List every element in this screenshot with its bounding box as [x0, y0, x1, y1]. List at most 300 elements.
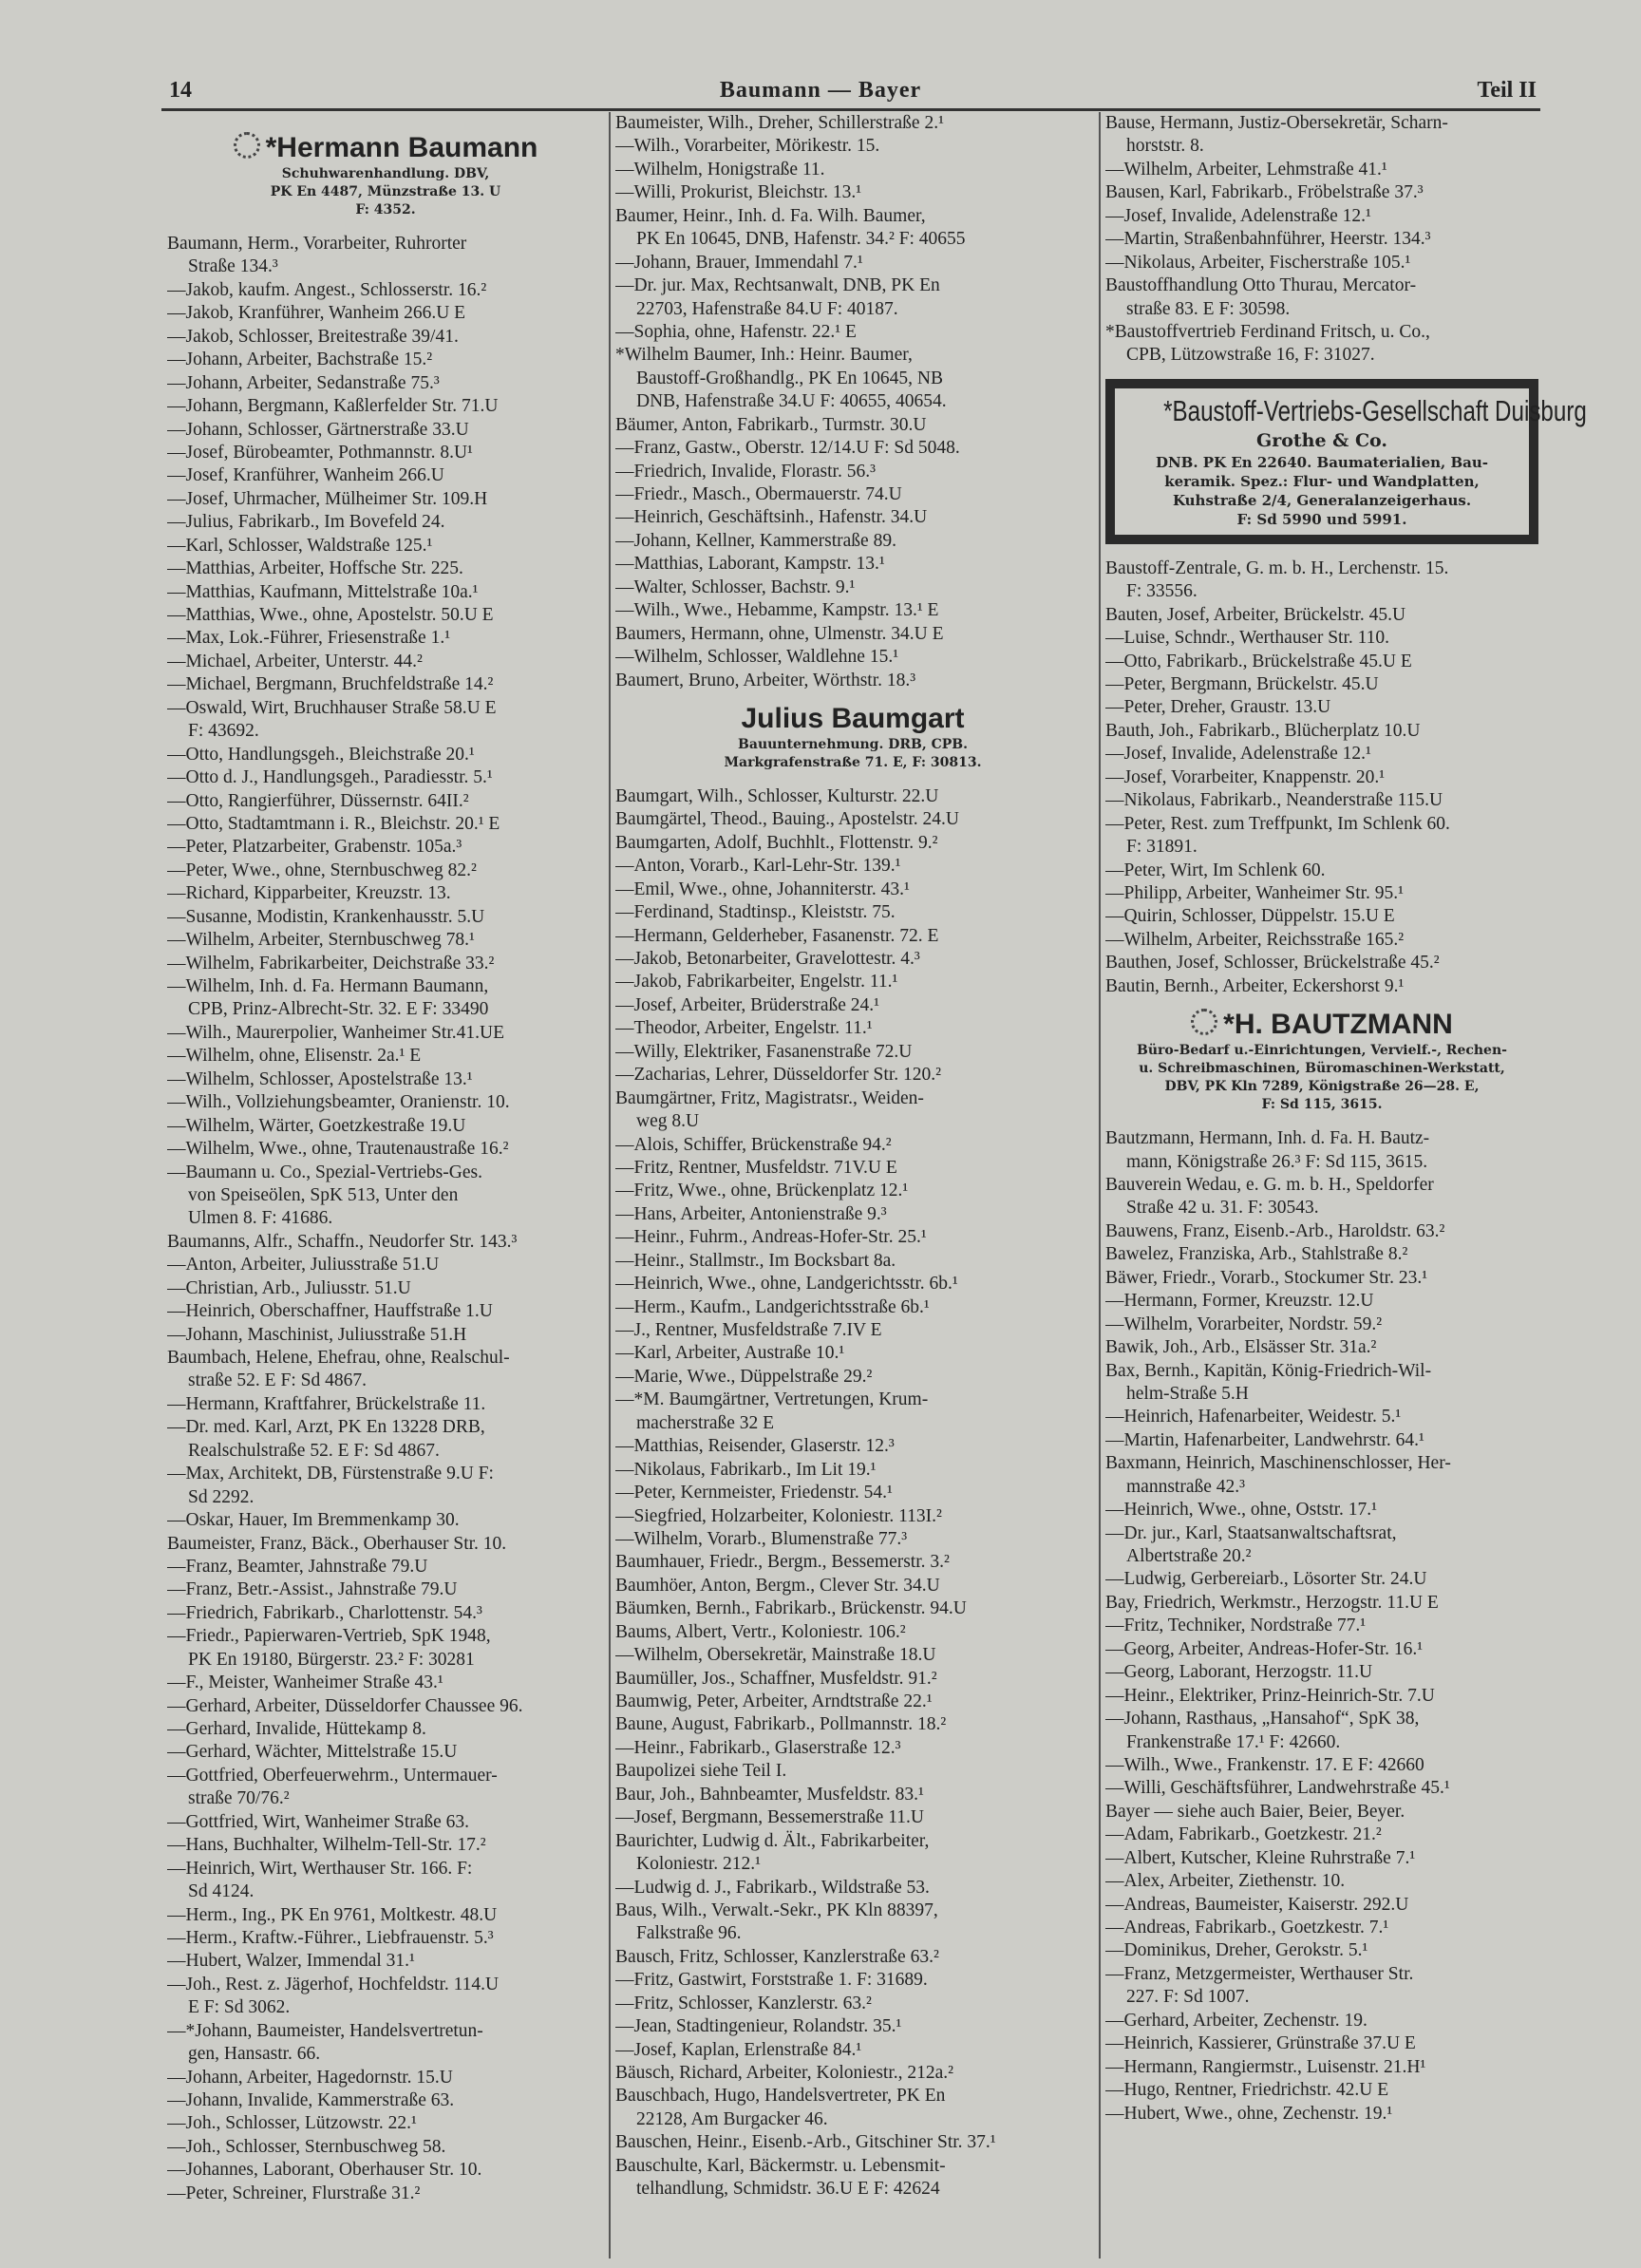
entry-line: —Peter, Schreiner, Flurstraße 31.²	[167, 2183, 421, 2203]
directory-entry	[1105, 975, 1538, 998]
directory-entry	[1105, 112, 1538, 159]
entry-line: —Johann, Brauer, Immendahl 7.¹	[615, 252, 863, 273]
directory-entry	[615, 1226, 1090, 1249]
directory-entry	[1105, 181, 1538, 204]
header-rule	[161, 108, 1540, 111]
advertisement-name: Julius Baumgart	[741, 702, 965, 734]
entry-line: Baums, Albert, Vertr., Koloniestr. 106.²	[615, 1621, 906, 1642]
directory-entry	[615, 1806, 1090, 1829]
directory-entry	[615, 1087, 1090, 1134]
directory-entry	[1105, 205, 1538, 228]
advertisement-name: *Baustoff-Vertriebs-Gesellschaft Duisburg	[1163, 393, 1587, 427]
advertisement-line: Grothe & Co.	[1255, 429, 1388, 451]
entry-line: —Josef, Invalide, Adelenstraße 12.¹	[1105, 205, 1371, 226]
directory-entry	[615, 159, 1090, 181]
directory-entry	[167, 1231, 604, 1254]
advertisement-line: u. Schreibmaschinen, Büromaschinen-Werkstatt,	[1139, 1061, 1505, 1077]
directory-entry	[615, 205, 1090, 252]
entry-line: Bay, Friedrich, Werkmstr., Herzogstr. 11.U E	[1105, 1592, 1439, 1613]
entry-line: Baumbach, Helene, Ehefrau, ohne, Realschul-	[167, 1348, 510, 1368]
entry-line: —Franz, Metzgermeister, Werthauser Str.	[1105, 1963, 1414, 1984]
entry-line: —Josef, Vorarbeiter, Knappenstr. 20.¹	[1105, 766, 1386, 787]
entry-line: —Jakob, Betonarbeiter, Gravelottestr. 4.³	[615, 949, 920, 969]
entry-line: —Matthias, Kaufmann, Mittelstraße 10a.¹	[167, 581, 479, 602]
entry-line: —Gerhard, Wächter, Mittelstraße 15.U	[167, 1742, 458, 1763]
directory-entry	[615, 252, 1090, 274]
entry-line: —Josef, Arbeiter, Brüderstraße 24.¹	[615, 994, 879, 1015]
directory-entry	[167, 860, 604, 882]
entry-line: *Wilhelm Baumer, Inh.: Heinr. Baumer,	[615, 345, 913, 366]
directory-entry	[1105, 952, 1538, 974]
directory-entry	[1105, 1220, 1538, 1243]
directory-entry	[167, 836, 604, 859]
directory-entry	[167, 1509, 604, 1532]
directory-entry	[167, 1138, 604, 1161]
entry-line: E F: Sd 3062.	[188, 1997, 291, 2018]
directory-entry	[615, 437, 1090, 460]
directory-entry	[167, 1300, 604, 1323]
entry-line: —Jakob, Kranführer, Wanheim 266.U E	[167, 303, 466, 324]
directory-entry	[167, 349, 604, 371]
directory-entry	[167, 882, 604, 905]
entry-line: —Alex, Arbeiter, Ziethenstr. 10.	[1105, 1871, 1346, 1892]
directory-entry	[167, 2112, 604, 2135]
advertisement-name: *H. BAUTZMANN	[1223, 1009, 1453, 1041]
entry-line: —Wilhelm, ohne, Elisenstr. 2a.¹ E	[167, 1046, 422, 1067]
entry-line: —Walter, Schlosser, Bachstr. 9.¹	[615, 576, 856, 597]
entry-line: —Wilhelm, Arbeiter, Sternbuschweg 78.¹	[167, 930, 475, 951]
column-right	[1105, 112, 1587, 2126]
directory-entry	[1105, 1429, 1538, 1452]
directory-entry	[1105, 1894, 1538, 1917]
directory-entry	[615, 344, 1090, 413]
directory-entry	[1105, 860, 1538, 882]
advertisement-title	[1163, 393, 1587, 428]
entry-line: —Siegfried, Holzarbeiter, Koloniestr. 113I.²	[615, 1505, 942, 1526]
directory-entry	[615, 2085, 1090, 2131]
directory-entry	[615, 181, 1090, 204]
directory-entry	[615, 1946, 1090, 1969]
directory-entry	[167, 975, 604, 1022]
entry-line: —Anton, Vorarb., Karl-Lehr-Str. 139.¹	[615, 856, 901, 877]
directory-entry	[1105, 720, 1538, 743]
entry-line: —Johann, Bergmann, Kaßlerfelder Str. 71.U	[167, 396, 499, 417]
directory-entry	[615, 2015, 1090, 2038]
directory-entry	[615, 1668, 1090, 1691]
entry-line: macherstraße 32 E	[636, 1412, 775, 1433]
entry-line: —Gerhard, Invalide, Hüttekamp 8.	[167, 1719, 426, 1739]
directory-entry	[167, 1578, 604, 1601]
entry-line: —Friedr., Masch., Obermauerstr. 74.U	[615, 484, 902, 504]
entry-line: —Friedrich, Invalide, Florastr. 56.³	[615, 461, 876, 482]
directory-entry	[1105, 2079, 1538, 2102]
entry-line: —Josef, Kaplan, Erlenstraße 84.¹	[615, 2039, 862, 2060]
directory-entry	[1105, 1939, 1538, 1962]
entry-line: —Matthias, Wwe., ohne, Apostelstr. 50.U E	[167, 605, 494, 625]
directory-entry	[167, 372, 604, 395]
entry-line: Bauth, Joh., Fabrikarb., Blücherplatz 10.U	[1105, 720, 1421, 741]
entry-line: —Heinrich, Oberschaffner, Hauffstraße 1.U	[167, 1301, 493, 1322]
entry-line: —Ludwig, Gerbereiarb., Lösorter Str. 24.U	[1105, 1569, 1427, 1590]
column-left	[167, 122, 604, 2205]
directory-entry	[615, 2155, 1090, 2202]
entry-line: —Otto, Stadtamtmann i. R., Bleichstr. 20.¹ E	[167, 813, 500, 834]
directory-entry	[1105, 766, 1538, 789]
entry-line: —Martin, Hafenarbeiter, Landwehrstr. 64.¹	[1105, 1429, 1424, 1450]
wreath-logo-icon	[234, 132, 260, 159]
entry-line: —Wilh., Vollziehungsbeamter, Oranienstr. 10.	[167, 1092, 510, 1113]
entry-line: —Jakob, kaufm. Angest., Schlosserstr. 16.²	[167, 279, 487, 300]
directory-entry	[1105, 2032, 1538, 2055]
directory-entry	[167, 627, 604, 650]
directory-entry	[615, 971, 1090, 993]
directory-entry	[1105, 1267, 1538, 1290]
directory-entry	[615, 2039, 1090, 2062]
entry-line: —Karl, Schlosser, Waldstraße 125.¹	[167, 535, 433, 556]
directory-entry	[167, 1162, 604, 1231]
advertisement-line: Bauunternehmung. DRB, CPB.	[738, 736, 968, 752]
entry-line: —Peter, Wwe., ohne, Sternbuschweg 82.²	[167, 860, 477, 880]
directory-entry	[1105, 1870, 1538, 1893]
directory-entry	[167, 1625, 604, 1672]
directory-entry	[167, 697, 604, 744]
directory-entry	[1105, 558, 1538, 604]
entry-line: —Max, Lok.-Führer, Friesenstraße 1.¹	[167, 628, 451, 649]
directory-entry	[167, 558, 604, 580]
directory-entry	[1105, 627, 1538, 650]
entry-line: —Josef, Uhrmacher, Mülheimer Str. 109.H	[167, 488, 488, 509]
entry-line: Bayer — siehe auch Baier, Beier, Beyer.	[1105, 1801, 1405, 1822]
directory-entry	[1105, 1290, 1538, 1313]
entry-line: Bawik, Joh., Arb., Elsässer Str. 31a.²	[1105, 1337, 1377, 1358]
directory-entry	[1105, 2103, 1538, 2126]
entry-line: —Willy, Elektriker, Fasanenstraße 72.U	[615, 1041, 913, 1062]
entry-line: Bauschulte, Karl, Bäckermstr. u. Lebensmit-	[615, 2155, 946, 2176]
entry-line: PK En 19180, Bürgerstr. 23.² F: 30281	[188, 1649, 475, 1670]
entry-line: CPB, Lützowstraße 16, F: 31027.	[1126, 345, 1375, 366]
entry-line: —Richard, Kipparbeiter, Kreuzstr. 13.	[167, 883, 451, 904]
entry-line: —Johannes, Laborant, Oberhauser Str. 10.	[167, 2160, 482, 2181]
entry-line: —Heinrich, Geschäftsinh., Hafenstr. 34.U	[615, 507, 928, 528]
entry-line: gen, Hansastr. 66.	[188, 2044, 321, 2065]
directory-entry	[1105, 1917, 1538, 1939]
entry-line: Bause, Hermann, Justiz-Obersekretär, Scharn-	[1105, 113, 1448, 133]
directory-entry	[615, 785, 1090, 808]
entry-line: Baumeister, Franz, Bäck., Oberhauser Str. 10.	[167, 1533, 507, 1554]
entry-line: —Hans, Buchhalter, Wilhelm-Tell-Str. 17.²	[167, 1835, 486, 1856]
entry-line: —Dr. jur., Karl, Staatsanwaltschaftsrat,	[1105, 1522, 1397, 1543]
directory-entry	[615, 646, 1090, 669]
entry-line: Bausen, Karl, Fabrikarb., Fröbelstraße 37.³	[1105, 182, 1424, 203]
directory-entry	[615, 506, 1090, 529]
entry-line: —Georg, Laborant, Herzogstr. 11.U	[1105, 1662, 1373, 1683]
directory-entry	[1105, 1592, 1538, 1615]
entry-line: —Friedr., Papierwaren-Vertrieb, SpK 1948,	[167, 1626, 491, 1647]
directory-entry	[615, 135, 1090, 158]
directory-entry	[167, 1927, 604, 1950]
entry-line: Straße 134.³	[188, 256, 278, 277]
directory-entry	[615, 553, 1090, 576]
entry-line: —Susanne, Modistin, Krankenhausstr. 5.U	[167, 906, 485, 927]
directory-entry	[615, 1575, 1090, 1597]
advertisement-line: Markgrafenstraße 71. E, F: 30813.	[724, 754, 982, 770]
directory-entry	[615, 808, 1090, 831]
entry-line: F: 31891.	[1126, 837, 1198, 858]
entry-line: —Johann, Arbeiter, Sedanstraße 75.³	[167, 372, 440, 393]
directory-entry	[1105, 743, 1538, 765]
directory-entry	[167, 1672, 604, 1694]
directory-entry	[1105, 1314, 1538, 1336]
entry-line: helm-Straße 5.H	[1126, 1383, 1249, 1404]
running-title: Baumann — Bayer	[719, 78, 922, 103]
wreath-logo-icon	[1191, 1009, 1217, 1035]
directory-entry	[1105, 813, 1538, 860]
entry-line: Baur, Joh., Bahnbeamter, Musfeldstr. 83.¹	[615, 1784, 924, 1805]
entry-line: —Alois, Schiffer, Brückenstraße 94.²	[615, 1134, 892, 1155]
directory-entry	[167, 395, 604, 418]
entry-line: —Peter, Rest. zum Treffpunkt, Im Schlenk 60.	[1105, 813, 1450, 834]
entry-line: Bäusch, Richard, Arbeiter, Koloniestr., 212a.²	[615, 2063, 953, 2083]
directory-entry	[615, 461, 1090, 483]
directory-entry	[615, 948, 1090, 971]
directory-entry	[615, 1459, 1090, 1482]
directory-entry	[1105, 1615, 1538, 1637]
entry-line: Baus, Wilh., Verwalt.-Sekr., PK Kln 88397,	[615, 1899, 938, 1920]
page-number: 14	[169, 78, 192, 103]
entry-line: —Herm., Kaufm., Landgerichtsstraße 6b.¹	[615, 1296, 930, 1317]
directory-entry	[167, 1741, 604, 1764]
entry-line: —Hubert, Walzer, Immendal 31.¹	[167, 1951, 415, 1972]
advertisement-line: F: 4352.	[355, 202, 416, 217]
directory-entry	[1105, 1360, 1538, 1407]
directory-entry	[1105, 274, 1538, 321]
entry-line: —Matthias, Laborant, Kampstr. 13.¹	[615, 554, 885, 575]
directory-entry	[1105, 1824, 1538, 1846]
directory-entry	[615, 1551, 1090, 1574]
entry-line: Bauthen, Josef, Schlosser, Brückelstraße 45.²	[1105, 953, 1440, 973]
entry-line: Bautzmann, Hermann, Inh. d. Fa. H. Bautz-	[1105, 1128, 1430, 1149]
directory-entry	[167, 1602, 604, 1625]
entry-line: Baumhauer, Friedr., Bergm., Bessemerstr. 3.²	[615, 1552, 950, 1573]
entry-line: —Oswald, Wirt, Bruchhauser Straße 58.U E	[167, 697, 497, 718]
advertisement-line: DBV, PK Kln 7289, Königstraße 26—28. E,	[1164, 1079, 1480, 1095]
entry-line: Baustoff-Großhandlg., PK En 10645, NB	[636, 368, 943, 388]
directory-entry	[167, 953, 604, 975]
directory-entry	[167, 2183, 604, 2205]
entry-line: Bäumer, Anton, Fabrikarb., Turmstr. 30.U	[615, 414, 927, 435]
entry-line: —Wilh., Vorarbeiter, Mörikestr. 15.	[615, 136, 880, 157]
entry-line: DNB, Hafenstraße 34.U F: 40655, 40654.	[636, 391, 947, 412]
entry-line: —Heinr., Fuhrm., Andreas-Hofer-Str. 25.¹	[615, 1227, 927, 1248]
entry-line: Bauschbach, Hugo, Handelsvertreter, PK En	[615, 2086, 946, 2107]
entry-line: telhandlung, Schmidstr. 36.U E F: 42624	[636, 2179, 940, 2200]
directory-entry	[615, 994, 1090, 1017]
directory-entry	[167, 929, 604, 952]
advertisement-line: Schuhwarenhandlung. DBV,	[281, 166, 490, 181]
entry-line: —Matthias, Arbeiter, Hoffsche Str. 225.	[167, 558, 463, 579]
entry-line: —Jakob, Fabrikarbeiter, Engelstr. 11.¹	[615, 972, 898, 992]
entry-line: —Joh., Schlosser, Lützowstr. 22.¹	[167, 2113, 417, 2134]
directory-entry	[167, 1393, 604, 1416]
entry-line: Baupolizei siehe Teil I.	[615, 1761, 787, 1782]
directory-entry	[615, 1389, 1090, 1435]
directory-entry	[167, 1022, 604, 1045]
entry-line: —Hermann, Kraftfahrer, Brückelstraße 11.	[167, 1393, 486, 1414]
directory-entry	[1105, 159, 1538, 181]
entry-line: Bäwer, Friedr., Vorarb., Stockumer Str. 23.¹	[1105, 1267, 1428, 1288]
directory-entry	[615, 670, 1090, 692]
entry-line: —Joh., Rest. z. Jägerhof, Hochfeldstr. 114.U	[167, 1974, 500, 1994]
entry-line: PK En 10645, DNB, Hafenstr. 34.² F: 40655	[636, 229, 966, 250]
entry-line: —*M. Baumgärtner, Vertretungen, Krum-	[615, 1389, 929, 1410]
directory-entry	[167, 766, 604, 789]
entry-line: —Oskar, Hauer, Im Bremmenkamp 30.	[167, 1510, 460, 1531]
directory-entry	[615, 414, 1090, 437]
entry-line: —Andreas, Fabrikarb., Goetzkestr. 7.¹	[1105, 1918, 1389, 1937]
entry-line: —Michael, Bergmann, Bruchfeldstraße 14.²	[167, 674, 494, 695]
directory-entry	[167, 604, 604, 627]
entry-line: —Johann, Rasthaus, „Hansahof“, SpK 38,	[1105, 1709, 1420, 1729]
entry-line: —Wilhelm, Obersekretär, Mainstraße 18.U	[615, 1645, 936, 1666]
directory-entry	[167, 1904, 604, 1927]
entry-line: von Speiseölen, SpK 513, Unter den	[188, 1184, 459, 1205]
entry-line: —Peter, Bergmann, Brückelstr. 45.U	[1105, 674, 1379, 694]
entry-line: —Willi, Prokurist, Bleichstr. 13.¹	[615, 182, 862, 203]
entry-line: Baustoffhandlung Otto Thurau, Mercator-	[1105, 275, 1417, 296]
entry-line: —Fritz, Gastwirt, Forststraße 1. F: 31689.	[615, 1970, 928, 1991]
directory-entry	[615, 2131, 1090, 2154]
directory-entry	[615, 1180, 1090, 1202]
entry-line: —Adam, Fabrikarb., Goetzkestr. 21.²	[1105, 1824, 1382, 1845]
directory-entry	[167, 813, 604, 836]
directory-entry	[615, 2062, 1090, 2085]
directory-entry	[167, 581, 604, 604]
directory-entry	[615, 1713, 1090, 1736]
entry-line: —Heinrich, Hafenarbeiter, Weidestr. 5.¹	[1105, 1407, 1402, 1427]
directory-entry	[615, 1528, 1090, 1551]
directory-entry	[615, 599, 1090, 622]
entry-line: —Joh., Schlosser, Sternbuschweg 58.	[167, 2136, 446, 2157]
entry-line: —Johann, Maschinist, Juliusstraße 51.H	[167, 1324, 467, 1345]
advertisement-line: Büro-Bedarf u.-Einrichtungen, Vervielf.-, Rechen-	[1137, 1043, 1507, 1059]
directory-entry	[615, 1134, 1090, 1157]
directory-entry	[615, 1830, 1090, 1877]
entry-line: —Gerhard, Arbeiter, Zechenstr. 19.	[1105, 2010, 1368, 2031]
entry-line: —Franz, Betr.-Assist., Jahnstraße 79.U	[167, 1579, 458, 1600]
column-divider	[609, 112, 611, 2259]
directory-entry	[1105, 1754, 1538, 1777]
directory-entry	[615, 483, 1090, 506]
entry-line: —Nikolaus, Fabrikarb., Neanderstraße 115.U	[1105, 790, 1443, 811]
directory-entry	[167, 1254, 604, 1276]
directory-entry	[615, 1366, 1090, 1389]
entry-line: Bauschen, Heinr., Eisenb.-Arb., Gitschiner Str. 37.¹	[615, 2132, 996, 2153]
entry-line: —Christian, Arb., Juliusstr. 51.U	[167, 1277, 411, 1298]
advertisement-line: DNB. PK En 22640. Baumaterialien, Bau-	[1155, 453, 1489, 471]
entry-line: —Michael, Arbeiter, Unterstr. 44.²	[167, 651, 423, 671]
directory-entry	[167, 1695, 604, 1718]
entry-line: —Max, Architekt, DB, Fürstenstraße 9.U F:	[167, 1464, 494, 1484]
entry-line: —Heinrich, Wirt, Werthauser Str. 166. F:	[167, 1858, 473, 1879]
entry-line: —Jakob, Schlosser, Breitestraße 39/41.	[167, 326, 459, 347]
entry-line: Baumhöer, Anton, Bergm., Clever Str. 34.U	[615, 1575, 940, 1596]
entry-line: —Otto, Rangierführer, Düssernstr. 64II.²	[167, 790, 469, 811]
advertisement-line: keramik. Spez.: Flur- und Wandplatten,	[1164, 472, 1480, 490]
entry-line: Sd 4124.	[188, 1881, 255, 1902]
directory-entry	[167, 1347, 604, 1393]
entry-line: —Quirin, Schlosser, Düppelstr. 15.U E	[1105, 906, 1395, 927]
entry-line: —Wilhelm, Vorarbeiter, Nordstr. 59.²	[1105, 1314, 1383, 1334]
directory-entry	[615, 1760, 1090, 1783]
entry-line: Baumer, Heinr., Inh. d. Fa. Wilh. Baumer,	[615, 205, 926, 226]
entry-line: —Peter, Dreher, Graustr. 13.U	[1105, 697, 1331, 718]
directory-entry	[615, 1644, 1090, 1667]
directory-entry	[167, 302, 604, 325]
entry-line: —Wilhelm, Wwe., ohne, Trautenaustraße 16.²	[167, 1139, 509, 1160]
entry-line: —Peter, Wirt, Im Schlenk 60.	[1105, 860, 1326, 880]
entry-line: —Wilhelm, Vorarb., Blumenstraße 77.³	[615, 1528, 908, 1549]
entry-line: Bautin, Bernh., Arbeiter, Eckershorst 9.¹	[1105, 975, 1405, 996]
entry-line: —Philipp, Arbeiter, Wanheimer Str. 95.¹	[1105, 882, 1405, 903]
directory-entry	[1105, 1499, 1538, 1521]
directory-entry	[1105, 1847, 1538, 1870]
directory-entry	[615, 855, 1090, 878]
entry-line: —Dr. med. Karl, Arzt, PK En 13228 DRB,	[167, 1417, 485, 1438]
directory-entry	[615, 1969, 1090, 1992]
entry-line: —Fritz, Wwe., ohne, Brückenplatz 12.¹	[615, 1181, 909, 1201]
entry-line: —Heinr., Fabrikarb., Glaserstraße 12.³	[615, 1737, 901, 1758]
entry-line: —Hermann, Rangiermstr., Luisenstr. 21.H¹	[1105, 2056, 1426, 2077]
directory-entry	[167, 1068, 604, 1091]
directory-entry	[615, 925, 1090, 948]
entry-line: Bauwens, Franz, Eisenb.-Arb., Haroldstr. 63.²	[1105, 1220, 1445, 1241]
entry-line: —Gottfried, Oberfeuerwehrm., Untermauer-	[167, 1765, 498, 1786]
entry-line: —Emil, Wwe., ohne, Johanniterstr. 43.¹	[615, 879, 910, 899]
entry-line: —Gerhard, Arbeiter, Düsseldorfer Chaussee 96.	[167, 1695, 523, 1716]
directory-entry	[167, 673, 604, 696]
directory-entry	[615, 1691, 1090, 1713]
entry-line: —Otto, Fabrikarb., Brückelstraße 45.U E	[1105, 651, 1412, 671]
advertisement-line: Kuhstraße 2/4, Generalanzeigerhaus.	[1172, 491, 1472, 509]
entry-line: —Johann, Kellner, Kammerstraße 89.	[615, 530, 896, 551]
directory-entry	[1105, 789, 1538, 812]
entry-line: —Matthias, Reisender, Glaserstr. 12.³	[615, 1436, 895, 1457]
directory-entry	[615, 576, 1090, 599]
entry-line: —Peter, Kernmeister, Friedenstr. 54.¹	[615, 1483, 893, 1503]
directory-entry	[615, 879, 1090, 901]
entry-line: Koloniestr. 212.¹	[636, 1854, 761, 1875]
entry-line: straße 83. E F: 30598.	[1126, 298, 1291, 319]
entry-line: —Friedrich, Fabrikarb., Charlottenstr. 54.³	[167, 1602, 482, 1623]
entry-line: —Fritz, Techniker, Nordstraße 77.¹	[1105, 1616, 1367, 1636]
directory-entry	[615, 1157, 1090, 1180]
directory-entry	[615, 1064, 1090, 1087]
directory-entry	[167, 488, 604, 511]
directory-entry	[615, 1296, 1090, 1319]
directory-entry	[1105, 1174, 1538, 1220]
directory-entry	[167, 1858, 604, 1904]
entry-line: —Hermann, Former, Kreuzstr. 12.U	[1105, 1291, 1374, 1312]
directory-entry	[1105, 2010, 1538, 2032]
entry-line: *Baustoffvertrieb Ferdinand Fritsch, u. Co.,	[1105, 321, 1430, 342]
directory-entry	[615, 1899, 1090, 1946]
directory-entry	[1105, 1522, 1538, 1569]
entry-line: Baumgarten, Adolf, Buchhlt., Flottenstr. 9.²	[615, 832, 938, 853]
entry-line: Baumers, Hermann, ohne, Ulmenstr. 34.U E	[615, 623, 944, 644]
entry-line: 227. F: Sd 1007.	[1126, 1987, 1250, 2008]
entry-line: Baumann, Herm., Vorarbeiter, Ruhrorter	[167, 234, 467, 254]
directory-entry	[167, 1463, 604, 1509]
